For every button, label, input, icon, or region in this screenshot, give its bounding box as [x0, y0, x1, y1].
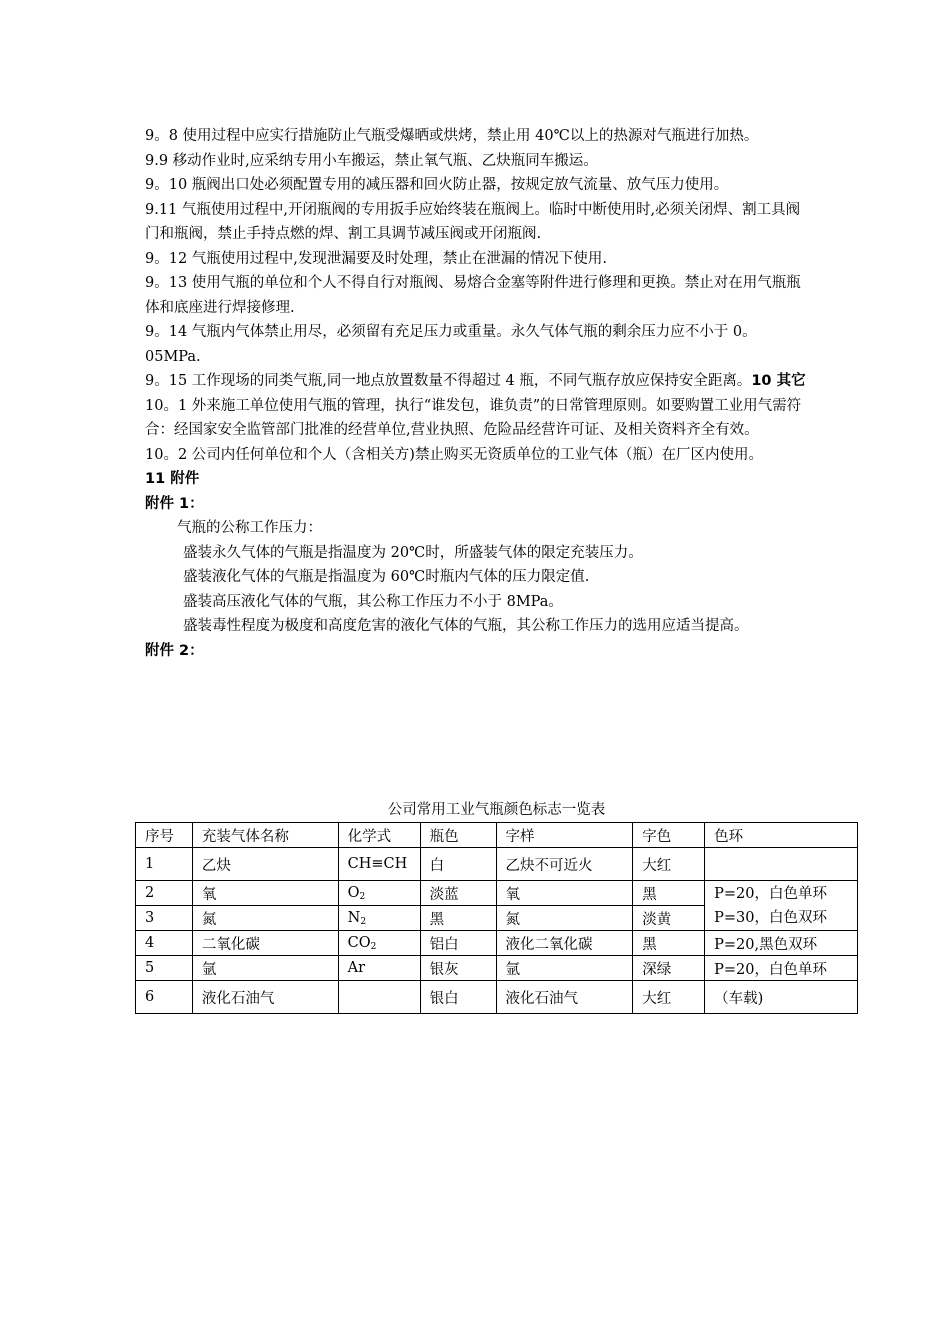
cell-no: 1	[136, 848, 193, 881]
cell-bottle-color: 银白	[420, 981, 496, 1014]
formula-subscript: 2	[359, 891, 366, 902]
gas-cylinder-color-table	[135, 822, 858, 1014]
cell-formula: CH≡CH	[338, 848, 420, 881]
attachment-1-item: 盛装液化气体的气瓶是指温度为 60℃时瓶内气体的压力限定值.	[183, 569, 590, 585]
attachment-1-intro: 气瓶的公称工作压力：	[177, 520, 322, 536]
header-cell: 字样	[496, 823, 633, 848]
cell-bottle-color: 黑	[420, 906, 496, 931]
paragraph-9-11: 9.11 气瓶使用过程中,开闭瓶阀的专用扳手应始终装在瓶阀上。临时中断使用时,必须关闭焊、割工具阀门和瓶阀，禁止手持点燃的焊、割工具调节减压阀或开闭瓶阀.	[145, 201, 801, 242]
cell-gas-name: 氩	[192, 956, 338, 981]
cell-text-color: 黑	[633, 931, 705, 956]
attachment-2-label: 附件 2：	[145, 642, 204, 659]
table-caption: 公司常用工业气瓶颜色标志一览表	[387, 802, 606, 818]
document-body	[145, 124, 810, 663]
cell-marking: 液化二氧化碳	[496, 931, 633, 956]
cell-gas-name: 乙炔	[192, 848, 338, 881]
paragraph-9-14: 9。14 气瓶内气体禁止用尽，必须留有充足压力或重量。永久气体气瓶的剩余压力应不小于 0。05MPa.	[145, 324, 757, 365]
cell-formula	[338, 906, 420, 931]
paragraph-9-13: 9。13 使用气瓶的单位和个人不得自行对瓶阀、易熔合金塞等附件进行修理和更换。禁止对在用气瓶瓶体和底座进行焊接修理.	[145, 275, 801, 316]
cell-no: 3	[136, 906, 193, 931]
ring-line: P=30，白色双环	[714, 910, 827, 926]
header-cell: 字色	[633, 823, 705, 848]
cell-marking: 乙炔不可近火	[496, 848, 633, 881]
paragraph-9-15-text: 9。15 工作现场的同类气瓶,同一地点放置数量不得超过 4 瓶，不同气瓶存放应保持安全距离。	[145, 373, 752, 389]
cell-text-color: 深绿	[633, 956, 705, 981]
cell-ring-merged	[705, 881, 858, 931]
attachment-1-item: 盛装高压液化气体的气瓶，其公称工作压力不小于 8MPa。	[183, 593, 563, 610]
header-cell: 化学式	[338, 823, 420, 848]
cell-gas-name: 液化石油气	[192, 981, 338, 1014]
cell-no: 2	[136, 881, 193, 906]
table-row	[136, 931, 858, 956]
cell-bottle-color: 淡蓝	[420, 881, 496, 906]
attachment-1-label: 附件 1：	[145, 495, 204, 512]
paragraph-10-2: 10。2 公司内任何单位和个人（含相关方)禁止购买无资质单位的工业气体（瓶）在厂区内使用。	[145, 446, 763, 463]
attachment-1-item: 盛装永久气体的气瓶是指温度为 20℃时，所盛装气体的限定充装压力。	[183, 544, 643, 561]
cell-marking: 氧	[496, 881, 633, 906]
formula-base: CO	[347, 934, 371, 951]
cell-formula: Ar	[338, 956, 420, 981]
header-cell: 序号	[136, 823, 193, 848]
cell-marking: 液化石油气	[496, 981, 633, 1014]
cell-text-color: 大红	[633, 981, 705, 1014]
cell-ring: P=20，白色单环	[705, 956, 858, 981]
cell-formula	[338, 981, 420, 1014]
cell-ring	[705, 848, 858, 881]
section-11-heading: 11 附件	[145, 471, 200, 487]
cell-ring: P=20,黑色双环	[705, 931, 858, 956]
cell-gas-name: 氮	[192, 906, 338, 931]
cell-no: 5	[136, 956, 193, 981]
section-10-heading: 10 其它	[751, 373, 806, 389]
cell-marking: 氮	[496, 906, 633, 931]
formula-subscript: 2	[370, 941, 377, 952]
table-header-row	[136, 823, 858, 848]
paragraph-9-12: 9。12 气瓶使用过程中,发现泄漏要及时处理，禁止在泄漏的情况下使用.	[145, 250, 608, 267]
cell-text-color: 大红	[633, 848, 705, 881]
attachment-1-item: 盛装毒性程度为极度和高度危害的液化气体的气瓶，其公称工作压力的选用应适当提高。	[183, 618, 749, 634]
paragraph-10-1: 10。1 外来施工单位使用气瓶的管理，执行“谁发包，谁负责”的日常管理原则。如要购置工业用气需符合：经国家安全监管部门批准的经营单位,营业执照、危险品经营许可证、及相关资料齐全有效。	[145, 397, 802, 438]
table-row	[136, 881, 858, 906]
cell-bottle-color: 铝白	[420, 931, 496, 956]
cell-ring: （车载)	[705, 981, 858, 1014]
cell-formula	[338, 931, 420, 956]
cell-text-color: 黑	[633, 881, 705, 906]
cell-no: 6	[136, 981, 193, 1014]
header-cell: 色环	[705, 823, 858, 848]
formula-base: O	[347, 884, 360, 901]
table-row	[136, 848, 858, 881]
paragraph-9-9: 9.9 移动作业时,应采纳专用小车搬运，禁止氧气瓶、乙炔瓶同车搬运。	[145, 152, 598, 169]
header-cell: 瓶色	[420, 823, 496, 848]
cell-text-color: 淡黄	[633, 906, 705, 931]
table-row	[136, 956, 858, 981]
cell-gas-name: 二氧化碳	[192, 931, 338, 956]
cell-formula	[338, 881, 420, 906]
paragraph-9-10: 9。10 瓶阀出口处必须配置专用的减压器和回火防止器，按规定放气流量、放气压力使用。	[145, 177, 729, 193]
ring-line: P=20，白色单环	[714, 886, 827, 902]
cell-marking: 氩	[496, 956, 633, 981]
table-row	[136, 981, 858, 1014]
paragraph-9-15	[145, 369, 810, 394]
header-cell: 充装气体名称	[192, 823, 338, 848]
paragraph-9-8: 9。8 使用过程中应实行措施防止气瓶受爆晒或烘烤，禁止用 40℃以上的热源对气瓶进行加热。	[145, 128, 759, 144]
formula-subscript: 2	[360, 916, 367, 927]
cell-gas-name: 氧	[192, 881, 338, 906]
cell-bottle-color: 白	[420, 848, 496, 881]
formula-base: N	[347, 909, 361, 926]
cell-no: 4	[136, 931, 193, 956]
cell-bottle-color: 银灰	[420, 956, 496, 981]
